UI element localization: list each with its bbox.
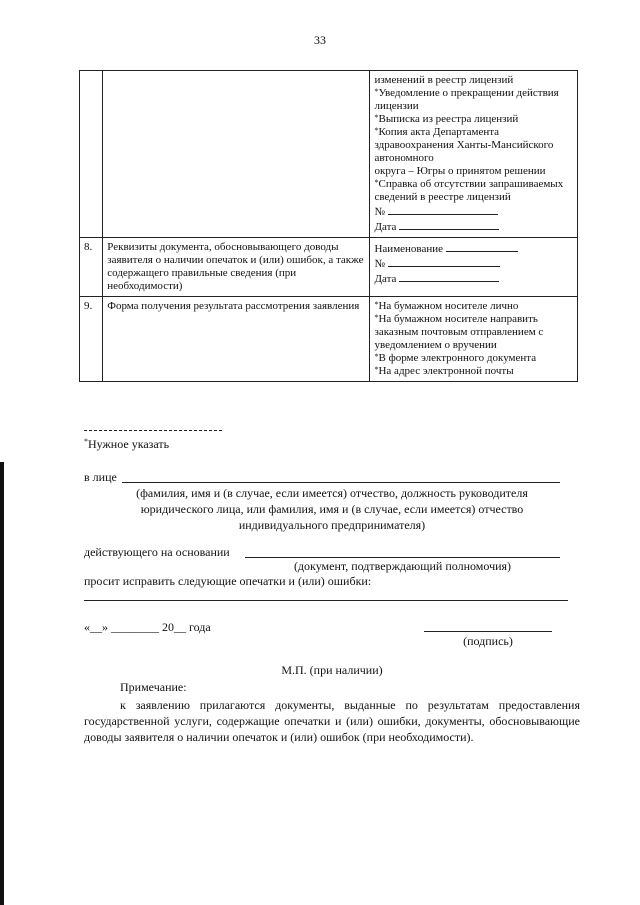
row-number: 8. xyxy=(80,238,103,297)
scan-edge-bar xyxy=(0,462,4,905)
option-item: *На адрес электронной почты xyxy=(374,365,514,377)
signature-hint: (подпись) xyxy=(463,634,513,648)
option-item: *Копия акта Департамента здравоохранения Ханты-Мансийского автономного xyxy=(374,126,554,164)
row-description: Форма получения результата рассмотрения заявления xyxy=(103,297,370,382)
row-number-empty xyxy=(80,71,103,238)
date-field: Дата xyxy=(374,271,573,286)
stamp-label: М.П. (при наличии) xyxy=(281,663,383,677)
form-table xyxy=(79,70,578,382)
note-title: Примечание: xyxy=(120,680,187,694)
option-item: *В форме электронного документа xyxy=(374,352,537,364)
note-body: к заявлению прилагаются документы, выданные по результатам предоставления государственной услуги, содержащие опечатки и (или) ошибки, документы, обосновывающие доводы заявителя о наличии опечаток и (или) ошибок (при необходимости). xyxy=(84,698,580,744)
requisites-cell xyxy=(370,238,578,297)
row-description-empty xyxy=(103,71,370,238)
asterisk-mark: * xyxy=(374,365,379,374)
corrections-line[interactable] xyxy=(84,600,568,601)
basis-label: действующего на основании xyxy=(84,545,230,559)
asterisk-mark: * xyxy=(374,352,379,361)
signature-line[interactable] xyxy=(424,631,552,632)
footnote-separator xyxy=(84,430,222,431)
option-item: *Уведомление о прекращении действия лицензии xyxy=(374,87,559,112)
options-cell xyxy=(370,297,578,382)
table-row-8 xyxy=(80,238,578,297)
asterisk-mark: * xyxy=(374,313,379,322)
person-hint-1: (фамилия, имя и (в случае, если имеется) отчество, должность руководителя xyxy=(136,486,528,500)
number-blank[interactable] xyxy=(388,204,498,215)
option-item: округа – Югры о принятом решении xyxy=(374,165,546,177)
table-row-9 xyxy=(80,297,578,382)
person-name-line[interactable] xyxy=(122,482,560,483)
table-row-continued xyxy=(80,71,578,238)
asterisk-mark: * xyxy=(374,113,379,122)
request-text: просит исправить следующие опечатки и (или) ошибки: xyxy=(84,574,372,588)
date-field: Дата xyxy=(374,219,573,234)
person-hint-3: индивидуального предпринимателя) xyxy=(238,518,426,532)
name-field: Наименование xyxy=(374,241,573,256)
asterisk-mark: * xyxy=(374,126,379,135)
in-person-label: в лице xyxy=(84,470,117,484)
date-blank[interactable] xyxy=(399,219,499,230)
asterisk-mark: * xyxy=(374,87,379,96)
basis-hint: (документ, подтверждающий полномочия) xyxy=(293,559,512,573)
option-item: *На бумажном носителе лично xyxy=(374,300,519,312)
options-cell xyxy=(370,71,578,238)
number-field: № xyxy=(374,256,573,271)
asterisk-mark: * xyxy=(374,300,379,309)
asterisk-mark: * xyxy=(374,178,379,187)
number-field: № xyxy=(374,204,573,219)
date-line: «__» ________ 20__ года xyxy=(84,620,211,634)
row-description: Реквизиты документа, обосновывающего доводы заявителя о наличии опечаток и (или) ошибок, а также содержащего правильные сведения (при необходимости) xyxy=(103,238,370,297)
date-blank[interactable] xyxy=(399,271,499,282)
option-item: *Выписка из реестра лицензий xyxy=(374,113,519,125)
page-number: 33 xyxy=(314,33,326,47)
number-blank[interactable] xyxy=(388,256,500,267)
option-item: изменений в реестр лицензий xyxy=(374,74,514,86)
asterisk-mark: * xyxy=(84,437,88,446)
person-hint-2: юридического лица, или фамилия, имя и (в случае, если имеется) отчество xyxy=(140,502,524,516)
name-blank[interactable] xyxy=(446,241,518,252)
row-number: 9. xyxy=(80,297,103,382)
option-item: *На бумажном носителе направить заказным почтовым отправлением с уведомлением о вручении xyxy=(374,313,544,351)
footnote: *Нужное указать xyxy=(84,437,170,451)
option-item: *Справка об отсутствии запрашиваемых сведений в реестре лицензий xyxy=(374,178,564,203)
